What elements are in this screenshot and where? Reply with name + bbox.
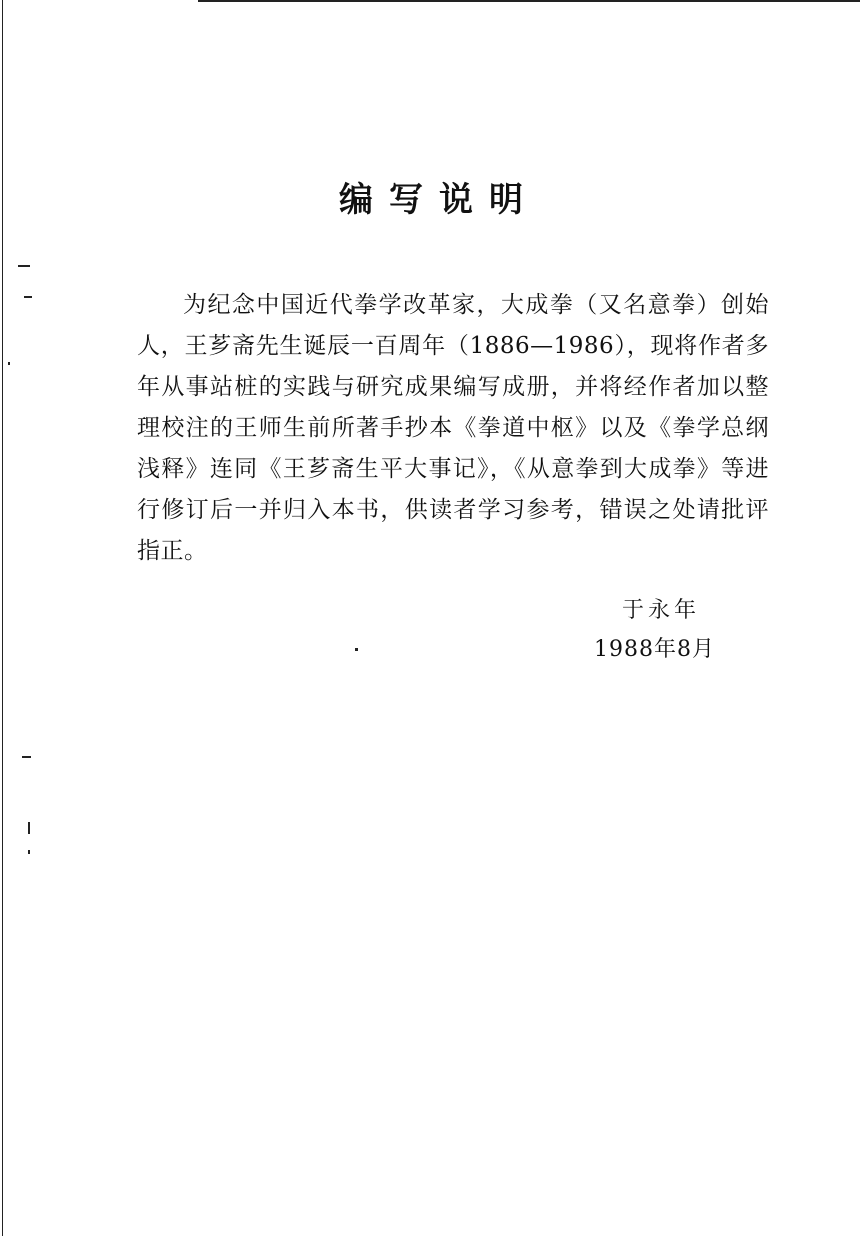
scan-speck <box>22 756 31 758</box>
scan-speck <box>24 296 32 298</box>
scan-speck <box>355 648 358 651</box>
scan-speck <box>18 265 30 267</box>
body-paragraph: 为纪念中国近代拳学改革家，大成拳（又名意拳）创始人，王芗斋先生诞辰一百周年（1886—1986），现将作者多年从事站桩的实践与研究成果编写成册，并将经作者加以整理校注的王师生前所著手抄本《拳道中枢》以及《拳学总纲浅释》连同《王芗斋生平大事记》，《从意拳到大成拳》等进行修订后一并归入本书，供读者学习参考，错误之处请批评指正。 <box>137 292 769 564</box>
author-signature: 于永年 <box>622 598 701 623</box>
scan-speck <box>8 362 10 365</box>
page-title: 编写说明 <box>339 180 539 220</box>
scan-speck <box>28 822 30 834</box>
scan-top-rule <box>198 0 860 2</box>
signature-date: 1988年8月 <box>594 637 715 662</box>
scan-speck <box>28 850 30 854</box>
